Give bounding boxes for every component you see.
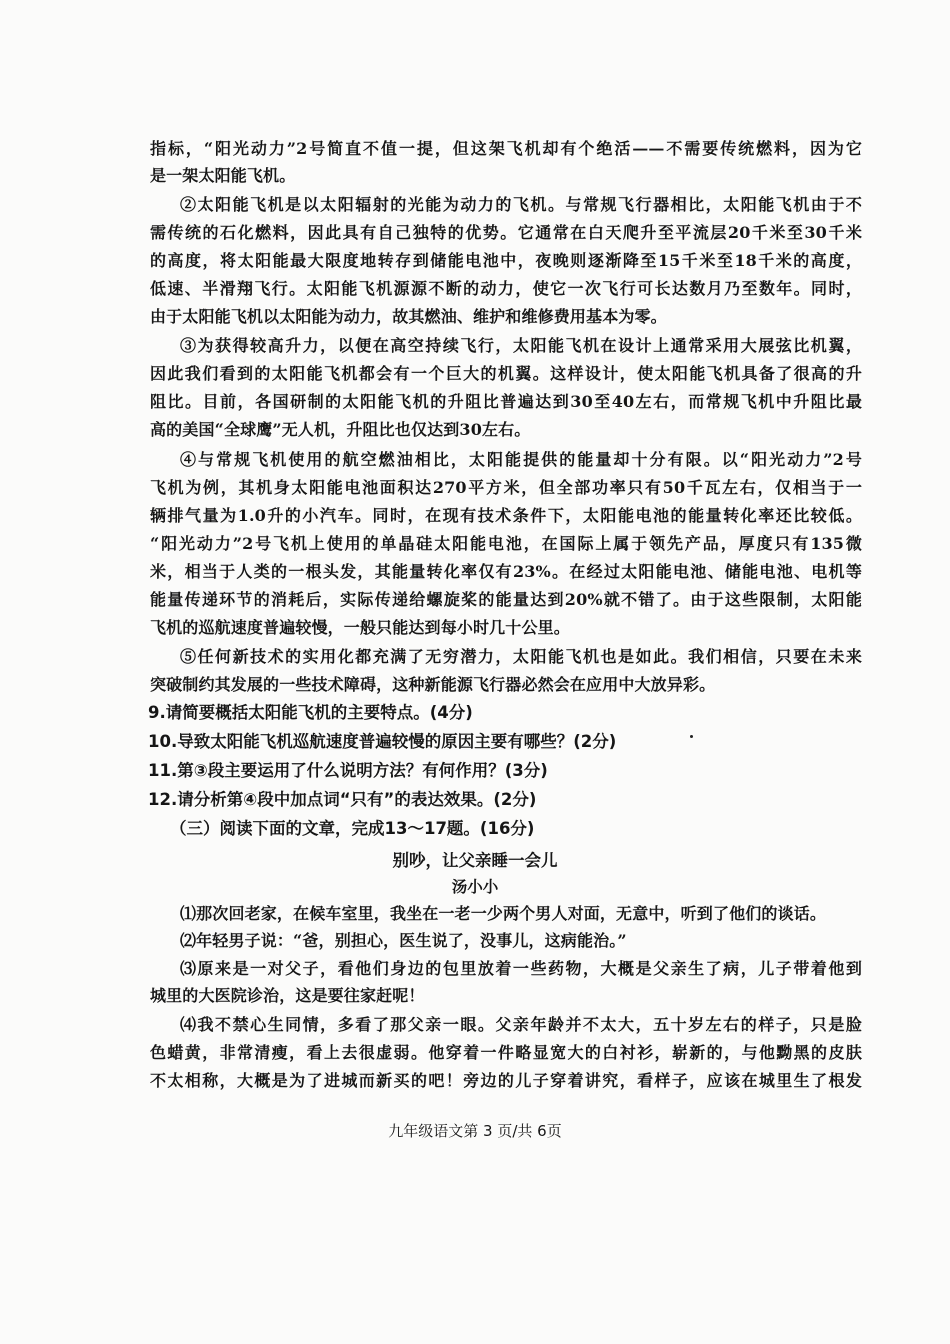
article-author: 汤小小 [451,878,499,896]
article-line: ⑷我不禁心生同情，多看了那父亲一眼。父亲年龄并不太大，五十岁左右的样子，只是脸 [180,1015,862,1034]
page-footer: 九年级语文第 3 页/共 6页 [388,1122,562,1140]
passage-line: 的高度，将太阳能最大限度地转存到储能电池中，夜晚则逐渐降至15千米至18千米的高度， [150,251,862,270]
passage-line: ⑤任何新技术的实用化都充满了无穷潜力，太阳能飞机也是如此。我们相信，只要在未来 [180,647,862,666]
article-line: 城里的大医院诊治，这是要往家赶呢！ [150,986,425,1005]
passage-line: 飞机的巡航速度普遍较慢，一般只能达到每小时几十公里。 [150,618,570,637]
passage-line: 辆排气量为1.0升的小汽车。同时，在现有技术条件下，太阳能电池的能量转化率还比较低。 [150,506,862,525]
passage-line: 需传统的石化燃料，因此具有自己独特的优势。它通常在白天爬升至平流层20千米至30千米 [150,223,862,242]
article-line: ⑶原来是一对父子，看他们身边的包里放着一些药物，大概是父亲生了病，儿子带着他到 [180,959,862,978]
passage-line: “阳光动力”2号飞机上使用的单晶硅太阳能电池，在国际上属于领先产品，厚度只有135微 [150,534,862,553]
passage-line: ②太阳能飞机是以太阳辐射的光能为动力的飞机。与常规飞行器相比，太阳能飞机由于不 [180,195,862,214]
passage-line: 高的美国“全球鹰”无人机，升阻比也仅达到30左右。 [150,420,531,439]
passage-line: 因此我们看到的太阳能飞机都会有一个巨大的机翼。这样设计，使太阳能飞机具备了很高的升 [150,364,862,383]
passage-line: 是一架太阳能飞机。 [150,166,296,185]
article-line: 不太相称，大概是为了进城而新买的吧！旁边的儿子穿着讲究，看样子，应该在城里生了根发 [150,1071,862,1090]
passage-line: ③为获得较高升力，以便在高空持续飞行，太阳能飞机在设计上通常采用大展弦比机翼， [180,336,862,355]
passage-line: 米，相当于人类的一根头发，其能量转化率仅有23%。在经过太阳能电池、储能电池、电机等 [150,562,862,581]
passage-line: 突破制约其发展的一些技术障碍，这种新能源飞行器必然会在应用中大放异彩。 [150,675,716,694]
article-title: 别吵，让父亲睡一会儿 [392,851,558,870]
section-heading: （三）阅读下面的文章，完成13～17题。(16分) [170,819,535,838]
question-9: 9.请简要概括太阳能飞机的主要特点。(4分) [148,703,473,722]
question-11: 11.第③段主要运用了什么说明方法？有何作用？(3分) [148,761,548,780]
passage-line: ④与常规飞机使用的航空燃油相比，太阳能提供的能量却十分有限。以“阳光动力”2号 [180,450,862,469]
article-line: ⑵年轻男子说：“爸，别担心，医生说了，没事儿，这病能治。” [180,931,627,950]
article-line: ⑴那次回老家，在候车室里，我坐在一老一少两个男人对面，无意中，听到了他们的谈话。 [180,904,827,923]
passage-line: 指标，“阳光动力”2号简直不值一提，但这架飞机却有个绝活——不需要传统燃料，因为它 [150,139,862,158]
passage-line: 能量传递环节的消耗后，实际传递给螺旋桨的能量达到20%就不错了。由于这些限制，太阳能 [150,590,862,609]
passage-line: 低速、半滑翔飞行。太阳能飞机源源不断的动力，使它一次飞行可长达数月乃至数年。同时， [150,279,862,298]
passage-line: 飞机为例，其机身太阳能电池面积达270平方米，但全部功率只有50千瓦左右，仅相当于一 [150,478,862,497]
passage-line: 阻比。目前，各国研制的太阳能飞机的升阻比普遍达到30至40左右，而常规飞机中升阻比最 [150,392,862,411]
article-line: 色蜡黄，非常清瘦，看上去很虚弱。他穿着一件略显宽大的白衬衫，崭新的，与他黝黑的皮肤 [150,1043,862,1062]
scan-speck [690,735,693,738]
passage-line: 由于太阳能飞机以太阳能为动力，故其燃油、维护和维修费用基本为零。 [150,307,667,326]
question-10: 10.导致太阳能飞机巡航速度普遍较慢的原因主要有哪些？(2分) [148,732,617,751]
question-12: 12.请分析第④段中加点词“只有”的表达效果。(2分) [148,790,537,809]
